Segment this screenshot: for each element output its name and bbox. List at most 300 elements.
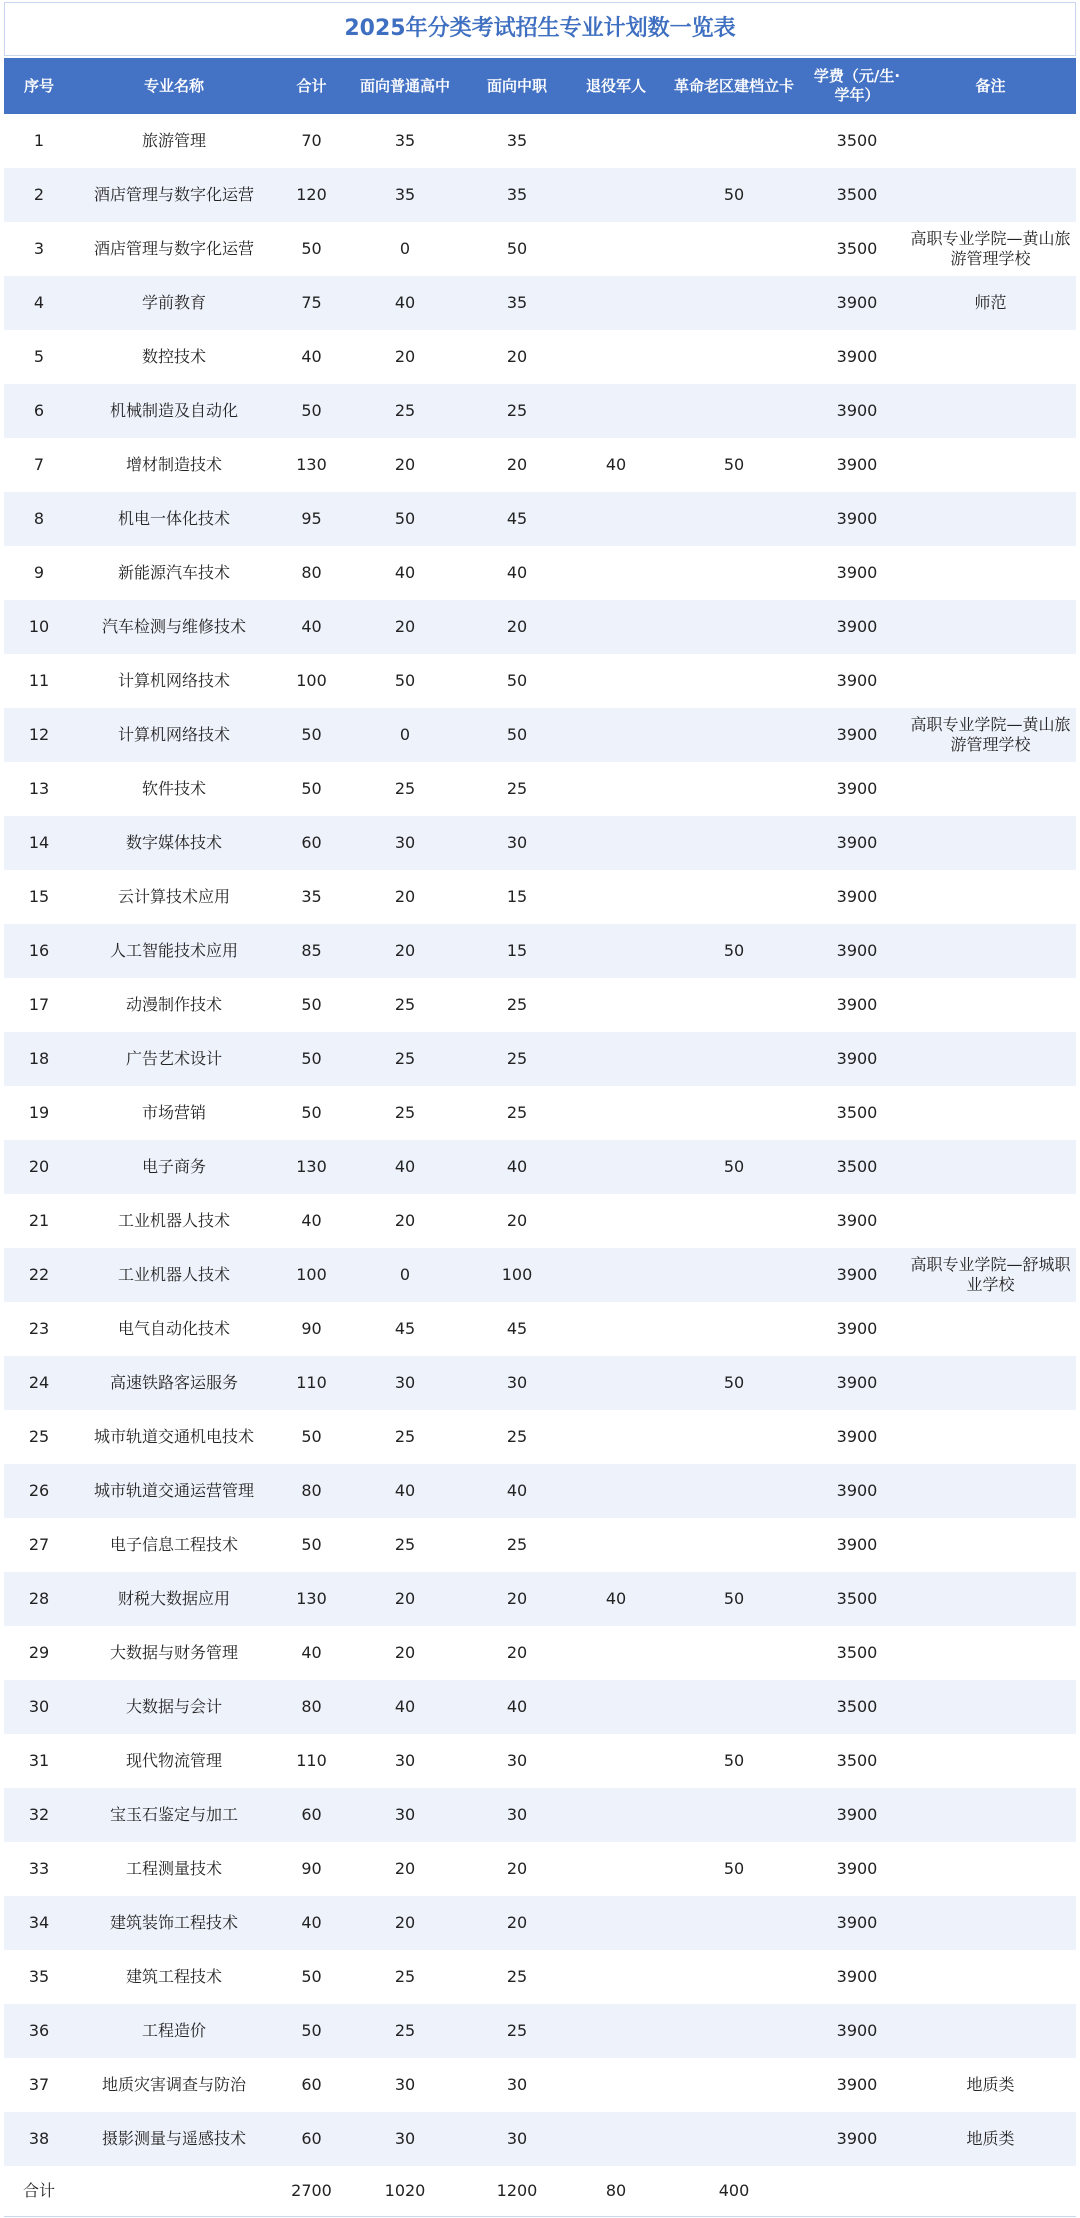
cell-vocational: 30	[461, 2112, 573, 2166]
cell-high-school: 30	[349, 2112, 461, 2166]
cell-major: 旅游管理	[74, 114, 274, 168]
cell-total: 90	[274, 1842, 349, 1896]
cell-no: 35	[4, 1950, 74, 2004]
col-header-major: 专业名称	[74, 58, 274, 114]
table-row	[4, 1680, 1076, 1734]
totals-total: 2700	[274, 2166, 349, 2217]
cell-revolutionary-area	[659, 2004, 809, 2058]
cell-total: 50	[274, 978, 349, 1032]
col-header-high-school: 面向普通高中	[349, 58, 461, 114]
cell-tuition: 3900	[809, 276, 905, 330]
cell-tuition: 3500	[809, 168, 905, 222]
col-header-tuition: 学费（元/生·学年）	[809, 58, 905, 114]
cell-revolutionary-area: 50	[659, 438, 809, 492]
table-row	[4, 1950, 1076, 2004]
cell-no: 17	[4, 978, 74, 1032]
cell-remarks	[905, 330, 1076, 384]
cell-revolutionary-area	[659, 114, 809, 168]
cell-no: 16	[4, 924, 74, 978]
cell-vocational: 25	[461, 762, 573, 816]
cell-vocational: 15	[461, 924, 573, 978]
cell-veterans	[573, 600, 659, 654]
cell-vocational: 35	[461, 168, 573, 222]
table-row	[4, 384, 1076, 438]
cell-total: 130	[274, 1572, 349, 1626]
cell-high-school: 30	[349, 1734, 461, 1788]
cell-major: 增材制造技术	[74, 438, 274, 492]
cell-veterans	[573, 1842, 659, 1896]
cell-major: 广告艺术设计	[74, 1032, 274, 1086]
cell-tuition: 3900	[809, 1248, 905, 1302]
cell-vocational: 45	[461, 1302, 573, 1356]
cell-revolutionary-area: 50	[659, 1734, 809, 1788]
col-header-no: 序号	[4, 58, 74, 114]
cell-revolutionary-area	[659, 222, 809, 276]
cell-revolutionary-area	[659, 2058, 809, 2112]
cell-remarks	[905, 1950, 1076, 2004]
cell-veterans	[573, 114, 659, 168]
table-row	[4, 1248, 1076, 1302]
cell-revolutionary-area	[659, 654, 809, 708]
cell-tuition: 3500	[809, 1734, 905, 1788]
cell-remarks	[905, 114, 1076, 168]
cell-vocational: 100	[461, 1248, 573, 1302]
cell-no: 2	[4, 168, 74, 222]
cell-remarks	[905, 1680, 1076, 1734]
enrollment-table	[4, 58, 1076, 2217]
cell-high-school: 20	[349, 870, 461, 924]
cell-vocational: 25	[461, 1032, 573, 1086]
cell-major: 新能源汽车技术	[74, 546, 274, 600]
cell-revolutionary-area	[659, 600, 809, 654]
cell-total: 50	[274, 762, 349, 816]
cell-remarks	[905, 384, 1076, 438]
cell-revolutionary-area	[659, 1302, 809, 1356]
cell-veterans	[573, 168, 659, 222]
cell-major: 学前教育	[74, 276, 274, 330]
cell-tuition: 3900	[809, 2112, 905, 2166]
cell-major: 酒店管理与数字化运营	[74, 222, 274, 276]
cell-veterans	[573, 1626, 659, 1680]
cell-no: 23	[4, 1302, 74, 1356]
table-row	[4, 1842, 1076, 1896]
table-row	[4, 168, 1076, 222]
totals-vocational: 1200	[461, 2166, 573, 2217]
cell-tuition: 3900	[809, 1950, 905, 2004]
cell-no: 18	[4, 1032, 74, 1086]
cell-remarks	[905, 168, 1076, 222]
totals-label: 合计	[4, 2166, 74, 2217]
cell-total: 50	[274, 1518, 349, 1572]
table-row	[4, 1194, 1076, 1248]
cell-veterans	[573, 870, 659, 924]
cell-tuition: 3900	[809, 1788, 905, 1842]
cell-no: 34	[4, 1896, 74, 1950]
cell-vocational: 30	[461, 1356, 573, 1410]
cell-major: 计算机网络技术	[74, 708, 274, 762]
cell-remarks	[905, 600, 1076, 654]
cell-revolutionary-area	[659, 1680, 809, 1734]
cell-high-school: 35	[349, 114, 461, 168]
cell-no: 8	[4, 492, 74, 546]
cell-revolutionary-area	[659, 1626, 809, 1680]
totals-remarks	[905, 2166, 1076, 2217]
cell-revolutionary-area	[659, 1248, 809, 1302]
cell-remarks	[905, 1896, 1076, 1950]
cell-no: 4	[4, 276, 74, 330]
cell-total: 130	[274, 438, 349, 492]
cell-no: 5	[4, 330, 74, 384]
cell-no: 10	[4, 600, 74, 654]
cell-no: 19	[4, 1086, 74, 1140]
cell-vocational: 30	[461, 816, 573, 870]
cell-revolutionary-area	[659, 762, 809, 816]
table-row	[4, 654, 1076, 708]
cell-no: 15	[4, 870, 74, 924]
cell-high-school: 40	[349, 1680, 461, 1734]
cell-vocational: 50	[461, 708, 573, 762]
cell-total: 95	[274, 492, 349, 546]
cell-remarks	[905, 1788, 1076, 1842]
cell-tuition: 3900	[809, 762, 905, 816]
cell-remarks: 高职专业学院—黄山旅游管理学校	[905, 708, 1076, 762]
cell-total: 40	[274, 1194, 349, 1248]
cell-tuition: 3500	[809, 1140, 905, 1194]
cell-veterans	[573, 654, 659, 708]
cell-major: 大数据与财务管理	[74, 1626, 274, 1680]
table-row	[4, 924, 1076, 978]
cell-major: 电气自动化技术	[74, 1302, 274, 1356]
cell-major: 电子商务	[74, 1140, 274, 1194]
cell-tuition: 3500	[809, 1572, 905, 1626]
cell-major: 软件技术	[74, 762, 274, 816]
cell-total: 60	[274, 1788, 349, 1842]
cell-high-school: 20	[349, 1194, 461, 1248]
table-row	[4, 546, 1076, 600]
col-header-total: 合计	[274, 58, 349, 114]
cell-revolutionary-area	[659, 1896, 809, 1950]
cell-tuition: 3500	[809, 114, 905, 168]
cell-high-school: 20	[349, 1572, 461, 1626]
cell-high-school: 30	[349, 816, 461, 870]
cell-total: 110	[274, 1356, 349, 1410]
cell-veterans	[573, 1896, 659, 1950]
cell-veterans	[573, 1140, 659, 1194]
cell-total: 50	[274, 222, 349, 276]
cell-high-school: 35	[349, 168, 461, 222]
cell-high-school: 20	[349, 600, 461, 654]
cell-remarks: 地质类	[905, 2112, 1076, 2166]
cell-veterans	[573, 2112, 659, 2166]
table-row	[4, 330, 1076, 384]
cell-no: 27	[4, 1518, 74, 1572]
table-row	[4, 600, 1076, 654]
cell-revolutionary-area	[659, 1086, 809, 1140]
table-row	[4, 438, 1076, 492]
cell-no: 1	[4, 114, 74, 168]
cell-total: 130	[274, 1140, 349, 1194]
cell-vocational: 20	[461, 330, 573, 384]
cell-no: 33	[4, 1842, 74, 1896]
cell-tuition: 3900	[809, 708, 905, 762]
cell-remarks	[905, 870, 1076, 924]
cell-no: 3	[4, 222, 74, 276]
cell-tuition: 3900	[809, 924, 905, 978]
cell-high-school: 20	[349, 1626, 461, 1680]
cell-veterans	[573, 816, 659, 870]
cell-vocational: 25	[461, 2004, 573, 2058]
cell-veterans	[573, 1248, 659, 1302]
table-row	[4, 1302, 1076, 1356]
cell-remarks	[905, 1734, 1076, 1788]
cell-high-school: 30	[349, 1356, 461, 1410]
cell-tuition: 3900	[809, 1842, 905, 1896]
cell-major: 汽车检测与维修技术	[74, 600, 274, 654]
cell-revolutionary-area	[659, 816, 809, 870]
cell-vocational: 50	[461, 654, 573, 708]
cell-no: 24	[4, 1356, 74, 1410]
cell-remarks	[905, 1626, 1076, 1680]
cell-major: 云计算技术应用	[74, 870, 274, 924]
totals-tuition	[809, 2166, 905, 2217]
table-row	[4, 708, 1076, 762]
cell-veterans	[573, 708, 659, 762]
cell-major: 工业机器人技术	[74, 1248, 274, 1302]
cell-veterans	[573, 276, 659, 330]
table-title: 2025年分类考试招生专业计划数一览表	[4, 2, 1076, 56]
cell-high-school: 30	[349, 1788, 461, 1842]
table-row	[4, 1572, 1076, 1626]
cell-total: 120	[274, 168, 349, 222]
cell-total: 40	[274, 1896, 349, 1950]
cell-high-school: 30	[349, 2058, 461, 2112]
cell-remarks	[905, 1032, 1076, 1086]
cell-revolutionary-area	[659, 1032, 809, 1086]
cell-revolutionary-area	[659, 708, 809, 762]
cell-high-school: 25	[349, 1950, 461, 2004]
cell-major: 宝玉石鉴定与加工	[74, 1788, 274, 1842]
cell-tuition: 3500	[809, 1680, 905, 1734]
table-row	[4, 2004, 1076, 2058]
cell-total: 75	[274, 276, 349, 330]
cell-revolutionary-area	[659, 330, 809, 384]
cell-major: 机电一体化技术	[74, 492, 274, 546]
cell-high-school: 25	[349, 1410, 461, 1464]
table-row	[4, 1734, 1076, 1788]
cell-remarks	[905, 1356, 1076, 1410]
cell-vocational: 40	[461, 546, 573, 600]
table-row	[4, 978, 1076, 1032]
cell-revolutionary-area	[659, 492, 809, 546]
cell-no: 22	[4, 1248, 74, 1302]
cell-total: 40	[274, 600, 349, 654]
cell-high-school: 25	[349, 1518, 461, 1572]
cell-major: 高速铁路客运服务	[74, 1356, 274, 1410]
cell-tuition: 3900	[809, 1302, 905, 1356]
table-row	[4, 1896, 1076, 1950]
cell-vocational: 50	[461, 222, 573, 276]
cell-total: 50	[274, 1086, 349, 1140]
cell-vocational: 15	[461, 870, 573, 924]
cell-high-school: 40	[349, 546, 461, 600]
cell-major: 建筑装饰工程技术	[74, 1896, 274, 1950]
cell-total: 85	[274, 924, 349, 978]
cell-total: 50	[274, 708, 349, 762]
col-header-revolutionary-area: 革命老区建档立卡	[659, 58, 809, 114]
cell-total: 100	[274, 1248, 349, 1302]
cell-veterans	[573, 1518, 659, 1572]
cell-total: 110	[274, 1734, 349, 1788]
cell-no: 38	[4, 2112, 74, 2166]
cell-remarks	[905, 492, 1076, 546]
cell-major: 工程造价	[74, 2004, 274, 2058]
cell-no: 14	[4, 816, 74, 870]
cell-vocational: 25	[461, 384, 573, 438]
cell-veterans	[573, 1086, 659, 1140]
cell-total: 50	[274, 2004, 349, 2058]
cell-high-school: 45	[349, 1302, 461, 1356]
cell-revolutionary-area	[659, 870, 809, 924]
cell-remarks	[905, 978, 1076, 1032]
cell-veterans	[573, 492, 659, 546]
cell-high-school: 25	[349, 978, 461, 1032]
cell-revolutionary-area	[659, 1518, 809, 1572]
totals-veterans: 80	[573, 2166, 659, 2217]
cell-high-school: 0	[349, 1248, 461, 1302]
totals-empty	[74, 2166, 274, 2217]
cell-veterans: 40	[573, 1572, 659, 1626]
cell-remarks	[905, 1518, 1076, 1572]
cell-high-school: 20	[349, 924, 461, 978]
cell-major: 财税大数据应用	[74, 1572, 274, 1626]
cell-high-school: 40	[349, 1464, 461, 1518]
cell-vocational: 30	[461, 1788, 573, 1842]
cell-major: 市场营销	[74, 1086, 274, 1140]
cell-total: 40	[274, 1626, 349, 1680]
cell-tuition: 3900	[809, 816, 905, 870]
cell-high-school: 0	[349, 708, 461, 762]
cell-remarks	[905, 1086, 1076, 1140]
table-row	[4, 1464, 1076, 1518]
cell-total: 80	[274, 1680, 349, 1734]
cell-remarks	[905, 1410, 1076, 1464]
cell-total: 50	[274, 1410, 349, 1464]
cell-no: 28	[4, 1572, 74, 1626]
cell-revolutionary-area: 50	[659, 1842, 809, 1896]
cell-revolutionary-area	[659, 276, 809, 330]
cell-veterans	[573, 546, 659, 600]
cell-remarks	[905, 1140, 1076, 1194]
cell-total: 50	[274, 1950, 349, 2004]
cell-revolutionary-area	[659, 1788, 809, 1842]
cell-remarks: 地质类	[905, 2058, 1076, 2112]
cell-remarks	[905, 1842, 1076, 1896]
table-row	[4, 1356, 1076, 1410]
table-row	[4, 1032, 1076, 1086]
cell-major: 建筑工程技术	[74, 1950, 274, 2004]
cell-veterans	[573, 1734, 659, 1788]
cell-high-school: 20	[349, 1842, 461, 1896]
cell-high-school: 25	[349, 1086, 461, 1140]
cell-tuition: 3900	[809, 330, 905, 384]
cell-vocational: 25	[461, 1410, 573, 1464]
cell-remarks	[905, 438, 1076, 492]
cell-veterans	[573, 978, 659, 1032]
cell-high-school: 25	[349, 2004, 461, 2058]
cell-vocational: 25	[461, 1950, 573, 2004]
cell-tuition: 3900	[809, 600, 905, 654]
cell-high-school: 25	[349, 384, 461, 438]
table-row	[4, 1518, 1076, 1572]
cell-tuition: 3500	[809, 222, 905, 276]
cell-veterans	[573, 384, 659, 438]
header-row	[4, 58, 1076, 114]
cell-revolutionary-area	[659, 546, 809, 600]
totals-row	[4, 2166, 1076, 2217]
cell-tuition: 3900	[809, 2058, 905, 2112]
table-row	[4, 870, 1076, 924]
cell-total: 50	[274, 384, 349, 438]
cell-major: 工业机器人技术	[74, 1194, 274, 1248]
cell-vocational: 35	[461, 114, 573, 168]
cell-remarks	[905, 1302, 1076, 1356]
cell-remarks	[905, 924, 1076, 978]
cell-remarks	[905, 654, 1076, 708]
cell-major: 城市轨道交通机电技术	[74, 1410, 274, 1464]
table-row	[4, 1788, 1076, 1842]
table-row	[4, 1086, 1076, 1140]
col-header-remarks: 备注	[905, 58, 1076, 114]
cell-no: 21	[4, 1194, 74, 1248]
cell-no: 20	[4, 1140, 74, 1194]
cell-major: 地质灾害调查与防治	[74, 2058, 274, 2112]
cell-total: 60	[274, 2112, 349, 2166]
cell-revolutionary-area: 50	[659, 924, 809, 978]
cell-major: 动漫制作技术	[74, 978, 274, 1032]
cell-tuition: 3900	[809, 654, 905, 708]
cell-vocational: 20	[461, 1896, 573, 1950]
cell-vocational: 20	[461, 600, 573, 654]
cell-major: 人工智能技术应用	[74, 924, 274, 978]
cell-vocational: 20	[461, 438, 573, 492]
cell-veterans	[573, 1788, 659, 1842]
cell-vocational: 40	[461, 1140, 573, 1194]
cell-revolutionary-area: 50	[659, 1140, 809, 1194]
cell-remarks	[905, 762, 1076, 816]
cell-revolutionary-area	[659, 1194, 809, 1248]
table-row	[4, 2058, 1076, 2112]
cell-major: 城市轨道交通运营管理	[74, 1464, 274, 1518]
cell-remarks: 师范	[905, 276, 1076, 330]
cell-remarks	[905, 546, 1076, 600]
cell-high-school: 40	[349, 1140, 461, 1194]
cell-total: 70	[274, 114, 349, 168]
cell-tuition: 3900	[809, 1194, 905, 1248]
cell-major: 数字媒体技术	[74, 816, 274, 870]
cell-no: 32	[4, 1788, 74, 1842]
cell-major: 计算机网络技术	[74, 654, 274, 708]
cell-revolutionary-area	[659, 2112, 809, 2166]
cell-total: 80	[274, 1464, 349, 1518]
cell-veterans: 40	[573, 438, 659, 492]
cell-tuition: 3900	[809, 870, 905, 924]
cell-vocational: 20	[461, 1194, 573, 1248]
cell-vocational: 30	[461, 2058, 573, 2112]
cell-tuition: 3900	[809, 1356, 905, 1410]
cell-no: 30	[4, 1680, 74, 1734]
cell-high-school: 40	[349, 276, 461, 330]
cell-no: 6	[4, 384, 74, 438]
